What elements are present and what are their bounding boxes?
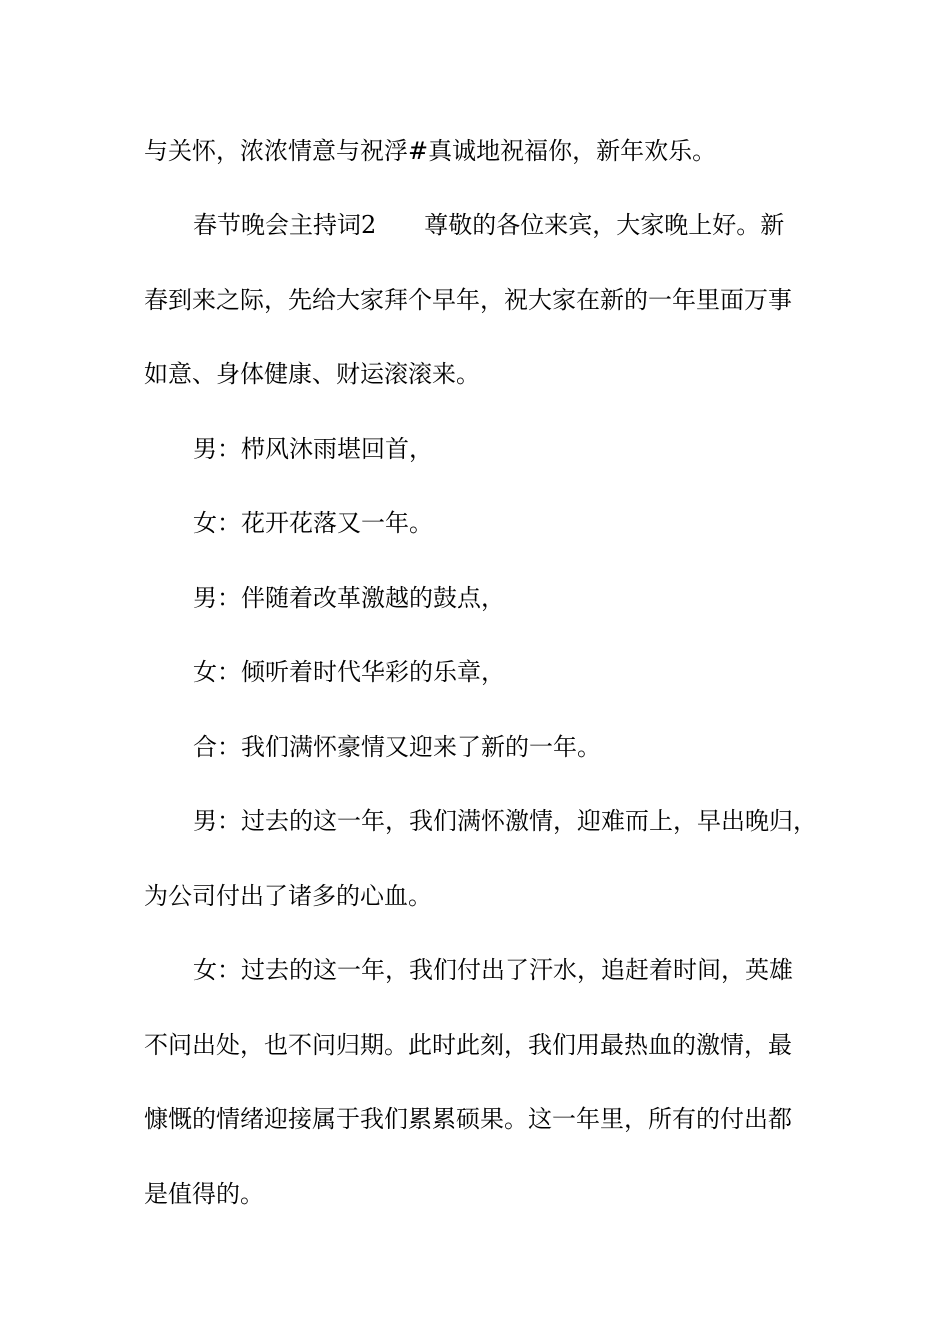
text-line-10: 男：过去的这一年，我们满怀激情，迎难而上，早出晚归， [193, 807, 817, 835]
text-line-9: 合：我们满怀豪情又迎来了新的一年。 [193, 733, 601, 761]
text-line-5: 男：栉风沐雨堪回首， [193, 435, 433, 463]
text-line-8: 女：倾听着时代华彩的乐章， [193, 658, 505, 686]
text-line-13: 不问出处，也不问归期。此时此刻，我们用最热血的激情，最 [144, 1031, 792, 1059]
text-line-11: 为公司付出了诸多的心血。 [144, 882, 432, 910]
text-line-14: 慷慨的情绪迎接属于我们累累硕果。这一年里，所有的付出都 [144, 1105, 792, 1133]
text-line-4: 如意、身体健康、财运滚滚来。 [144, 360, 480, 388]
text-line-6: 女：花开花落又一年。 [193, 509, 433, 537]
text-line-2: 春节晚会主持词2 尊敬的各位来宾，大家晚上好。新 [193, 211, 785, 239]
text-line-3: 春到来之际，先给大家拜个早年，祝大家在新的一年里面万事 [144, 286, 792, 314]
text-line-12: 女：过去的这一年，我们付出了汗水，追赶着时间，英雄 [193, 956, 793, 984]
text-line-7: 男：伴随着改革激越的鼓点， [193, 584, 505, 612]
text-line-1: 与关怀，浓浓情意与祝浮#真诚地祝福你，新年欢乐。 [144, 137, 717, 165]
text-line-15: 是值得的。 [144, 1180, 264, 1208]
